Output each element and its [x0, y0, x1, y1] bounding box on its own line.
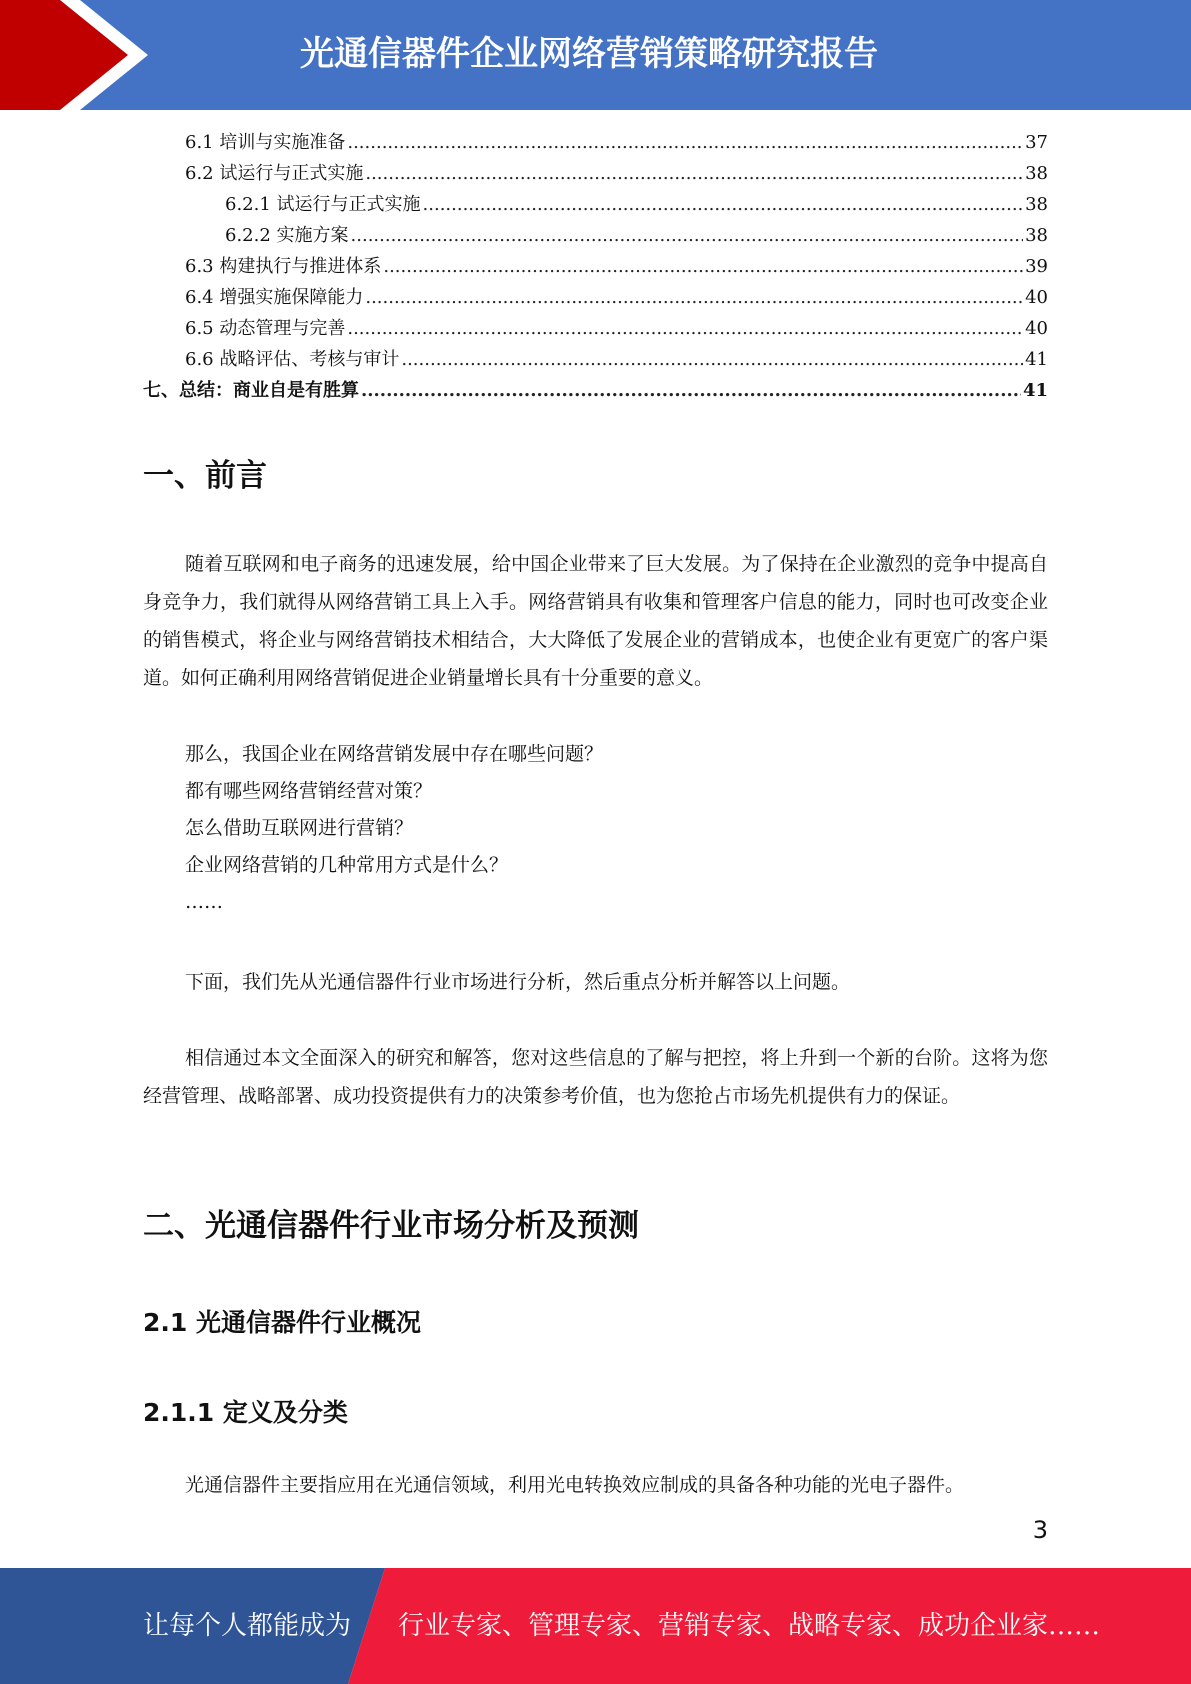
- toc-row-chapter[interactable]: [143, 376, 1048, 407]
- toc-leader: [361, 380, 1021, 401]
- toc-row[interactable]: [143, 221, 1048, 252]
- toc-label: 6.6 战略评估、考核与审计: [185, 349, 400, 370]
- toc-leader: [401, 349, 1023, 370]
- toc-row[interactable]: [143, 190, 1048, 221]
- toc-row[interactable]: [143, 159, 1048, 190]
- question-item: 怎么借助互联网进行营销？: [185, 817, 414, 839]
- question-item: 都有哪些网络营销经营对策？: [185, 780, 433, 802]
- toc-row[interactable]: [143, 283, 1048, 314]
- subsubsection-heading: 2.1.1 定义及分类: [143, 1398, 348, 1427]
- question-item: ……: [185, 891, 223, 913]
- toc-label: 6.3 构建执行与推进体系: [185, 256, 382, 277]
- toc-label: 6.2.2 实施方案: [225, 225, 349, 246]
- toc-leader: [351, 225, 1024, 246]
- page-footer: [0, 1568, 1191, 1684]
- toc-label: 七、总结：商业自是有胜算: [143, 380, 359, 401]
- paragraph: 下面，我们先从光通信器件行业市场进行分析，然后重点分析并解答以上问题。: [185, 971, 851, 993]
- toc-page: 39: [1025, 256, 1048, 277]
- toc-leader: [423, 194, 1024, 215]
- paragraph: 相信通过本文全面深入的研究和解答，您对这些信息的了解与把控，将上升到一个新的台阶。这将为您经营管理、战略部署、成功投资提供有力的决策参考价值，也为您抢占市场先机提供有力的保证。: [143, 1047, 1048, 1107]
- paragraph: 随着互联网和电子商务的迅速发展，给中国企业带来了巨大发展。为了保持在企业激烈的竞争中提高自身竞争力，我们就得从网络营销工具上入手。网络营销具有收集和管理客户信息的能力，同时也可改变企业的销售模式，将企业与网络营销技术相结合，大大降低了发展企业的营销成本，也使企业有更宽广的客户渠道。如何正确利用网络营销促进企业销量增长具有十分重要的意义。: [143, 553, 1048, 689]
- toc-page: 38: [1025, 225, 1048, 246]
- paragraph: 光通信器件主要指应用在光通信领域，利用光电转换效应制成的具备各种功能的光电子器件。: [185, 1474, 965, 1496]
- toc-leader: [365, 287, 1023, 308]
- question-list: [185, 736, 603, 921]
- toc-page: 37: [1025, 132, 1048, 153]
- toc-leader: [347, 318, 1023, 339]
- toc-label: 6.2.1 试运行与正式实施: [225, 194, 421, 215]
- footer-slogan-right: 行业专家、管理专家、营销专家、战略专家、成功企业家……: [398, 1611, 1101, 1641]
- question-item: 企业网络营销的几种常用方式是什么？: [185, 854, 509, 876]
- toc-row[interactable]: [143, 345, 1048, 376]
- toc-leader: [347, 132, 1023, 153]
- page-number: 3: [1032, 1516, 1048, 1544]
- toc-leader: [365, 163, 1023, 184]
- toc-leader: [383, 256, 1023, 277]
- footer-slogan-left: 让每个人都能成为: [143, 1611, 352, 1641]
- toc-row[interactable]: [143, 314, 1048, 345]
- toc-label: 6.2 试运行与正式实施: [185, 163, 364, 184]
- toc-label: 6.5 动态管理与完善: [185, 318, 346, 339]
- subsection-heading: 2.1 光通信器件行业概况: [143, 1308, 421, 1337]
- toc-page: 38: [1025, 163, 1048, 184]
- toc-row[interactable]: [143, 252, 1048, 283]
- toc-page: 41: [1025, 349, 1048, 370]
- toc-page: 40: [1025, 287, 1048, 308]
- page-header: [0, 0, 1191, 110]
- question-item: 那么，我国企业在网络营销发展中存在哪些问题？: [185, 743, 604, 765]
- toc-label: 6.1 培训与实施准备: [185, 132, 346, 153]
- section-heading-market-analysis: 二、光通信器件行业市场分析及预测: [143, 1208, 639, 1244]
- header-title: 光通信器件企业网络营销策略研究报告: [300, 34, 878, 74]
- toc-row[interactable]: [143, 128, 1048, 159]
- toc-label: 6.4 增强实施保障能力: [185, 287, 364, 308]
- toc-page: 40: [1025, 318, 1048, 339]
- table-of-contents: [143, 128, 1048, 407]
- toc-page: 38: [1025, 194, 1048, 215]
- section-heading-preface: 一、前言: [143, 458, 267, 494]
- toc-page: 41: [1022, 380, 1048, 401]
